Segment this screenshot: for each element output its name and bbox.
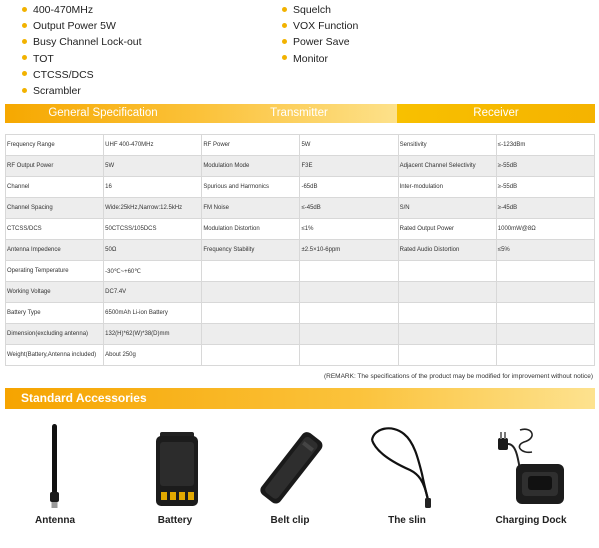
spec-label-cell: Frequency Range [6,135,104,156]
antenna-icon [0,418,110,513]
remark-note: (REMARK: The specifications of the product may be modified for improvement without notice) [323,373,593,380]
accessory-label: Antenna [35,515,75,526]
spec-value-cell: 5W [104,156,202,177]
spec-label-cell: Spurious and Harmonics [202,177,300,198]
spec-label-cell: Adjacent Channel Selectivity [398,156,496,177]
spec-value-cell: ≤-123dBm [496,135,594,156]
spec-value-cell [300,282,398,303]
spec-row [6,177,595,198]
spec-label-cell: FM Noise [202,198,300,219]
spec-value-cell [496,345,594,366]
spec-row [6,135,595,156]
accessory-label: The slin [388,515,426,526]
bullet-icon [22,88,27,93]
spec-value-cell: About 250g [104,345,202,366]
accessory-antenna [0,418,110,538]
accessories-row [0,418,599,548]
feature-item: Monitor [282,51,358,67]
spec-label-cell [398,345,496,366]
feature-item: Scrambler [22,83,142,99]
bullet-icon [22,7,27,12]
spec-label-cell: Inter-modulation [398,177,496,198]
spec-value-cell [496,261,594,282]
spec-row [6,240,595,261]
spec-label-cell: Modulation Mode [202,156,300,177]
spec-value-cell: ≥-55dB [496,177,594,198]
battery-icon [120,418,230,513]
feature-item: 400-470MHz [22,2,142,18]
spec-value-cell: 50CTCSS/105DCS [104,219,202,240]
feature-item: VOX Function [282,18,358,34]
spec-row [6,156,595,177]
accessory-battery [120,418,230,538]
sling-icon [352,418,462,513]
spec-label-cell: S/N [398,198,496,219]
feature-item: TOT [22,51,142,67]
spec-value-cell: ≥-55dB [496,156,594,177]
spec-value-cell [496,282,594,303]
feature-item: Busy Channel Lock-out [22,34,142,50]
accessory-belt-clip [235,418,345,538]
spec-label-cell: Rated Output Power [398,219,496,240]
spec-label-cell: RF Output Power [6,156,104,177]
spec-row [6,345,595,366]
bullet-icon [282,23,287,28]
spec-value-cell: -30℃~+60℃ [104,261,202,282]
spec-label-cell: Operating Temperature [6,261,104,282]
spec-value-cell: ±2.5×10-6ppm [300,240,398,261]
spec-label-cell: Channel [6,177,104,198]
spec-label-cell [202,324,300,345]
spec-value-cell [496,324,594,345]
charging-dock-icon [476,418,586,513]
spec-label-cell: CTCSS/DCS [6,219,104,240]
spec-label-cell: Weight(Battery,Antenna included) [6,345,104,366]
spec-value-cell: 5W [300,135,398,156]
spec-value-cell: Wide:25kHz,Narrow:12.5kHz [104,198,202,219]
spec-label-cell [398,303,496,324]
spec-value-cell: -65dB [300,177,398,198]
spec-value-cell [300,345,398,366]
spec-label-cell [202,261,300,282]
spec-row [6,261,595,282]
spec-row [6,219,595,240]
spec-value-cell: ≥-45dB [496,198,594,219]
transmitter-heading: Transmitter [201,104,397,123]
spec-label-cell: Channel Spacing [6,198,104,219]
spec-row [6,324,595,345]
accessories-header [5,388,595,409]
spec-value-cell: 6500mAh Li-ion Battery [104,303,202,324]
spec-label-cell: Rated Audio Distortion [398,240,496,261]
spec-label-cell: Sensitivity [398,135,496,156]
accessory-label: Belt clip [270,515,310,526]
spec-value-cell: DC7.4V [104,282,202,303]
spec-value-cell [496,303,594,324]
accessory-label: Charging Dock [495,515,567,526]
spec-label-cell [202,345,300,366]
accessory-sling [352,418,462,538]
spec-value-cell: ≤-45dB [300,198,398,219]
spec-value-cell [300,261,398,282]
spec-value-cell [300,324,398,345]
spec-row [6,303,595,324]
spec-value-cell [300,303,398,324]
spec-table [5,134,595,366]
receiver-heading: Receiver [397,104,595,123]
feature-item: Power Save [282,34,358,50]
accessory-label: Battery [157,515,193,526]
bullet-icon [22,71,27,76]
feature-item: Squelch [282,2,358,18]
spec-row [6,282,595,303]
spec-header-bar [5,104,595,123]
spec-label-cell [398,261,496,282]
spec-label-cell [202,303,300,324]
spec-label-cell: Working Voltage [6,282,104,303]
spec-label-cell: Frequency Stability [202,240,300,261]
feature-item: Output Power 5W [22,18,142,34]
feature-column-right [282,2,358,67]
accessories-title: Standard Accessories [21,391,147,405]
spec-value-cell: 50Ω [104,240,202,261]
spec-value-cell: ≤1% [300,219,398,240]
spec-row [6,198,595,219]
spec-table-body [6,135,595,366]
bullet-icon [282,7,287,12]
spec-value-cell: UHF 400-470MHz [104,135,202,156]
spec-label-cell [398,324,496,345]
spec-label-cell [398,282,496,303]
bullet-icon [22,23,27,28]
spec-value-cell: 132(H)*62(W)*38(D)mm [104,324,202,345]
spec-value-cell: 1000mW@8Ω [496,219,594,240]
spec-label-cell [202,282,300,303]
feature-column-left [22,2,142,99]
feature-list [22,2,592,97]
spec-value-cell: ≤5% [496,240,594,261]
bullet-icon [282,39,287,44]
spec-label-cell: Dimension(excluding antenna) [6,324,104,345]
accessory-charging-dock [476,418,586,538]
spec-label-cell: Modulation Distortion [202,219,300,240]
feature-item: CTCSS/DCS [22,67,142,83]
bullet-icon [22,39,27,44]
spec-label-cell: Battery Type [6,303,104,324]
spec-value-cell: F3E [300,156,398,177]
spec-value-cell: 16 [104,177,202,198]
belt-clip-icon [235,418,345,513]
spec-label-cell: RF Power [202,135,300,156]
bullet-icon [22,55,27,60]
general-spec-heading: General Specification [5,104,201,123]
spec-label-cell: Antenna Impedence [6,240,104,261]
bullet-icon [282,55,287,60]
